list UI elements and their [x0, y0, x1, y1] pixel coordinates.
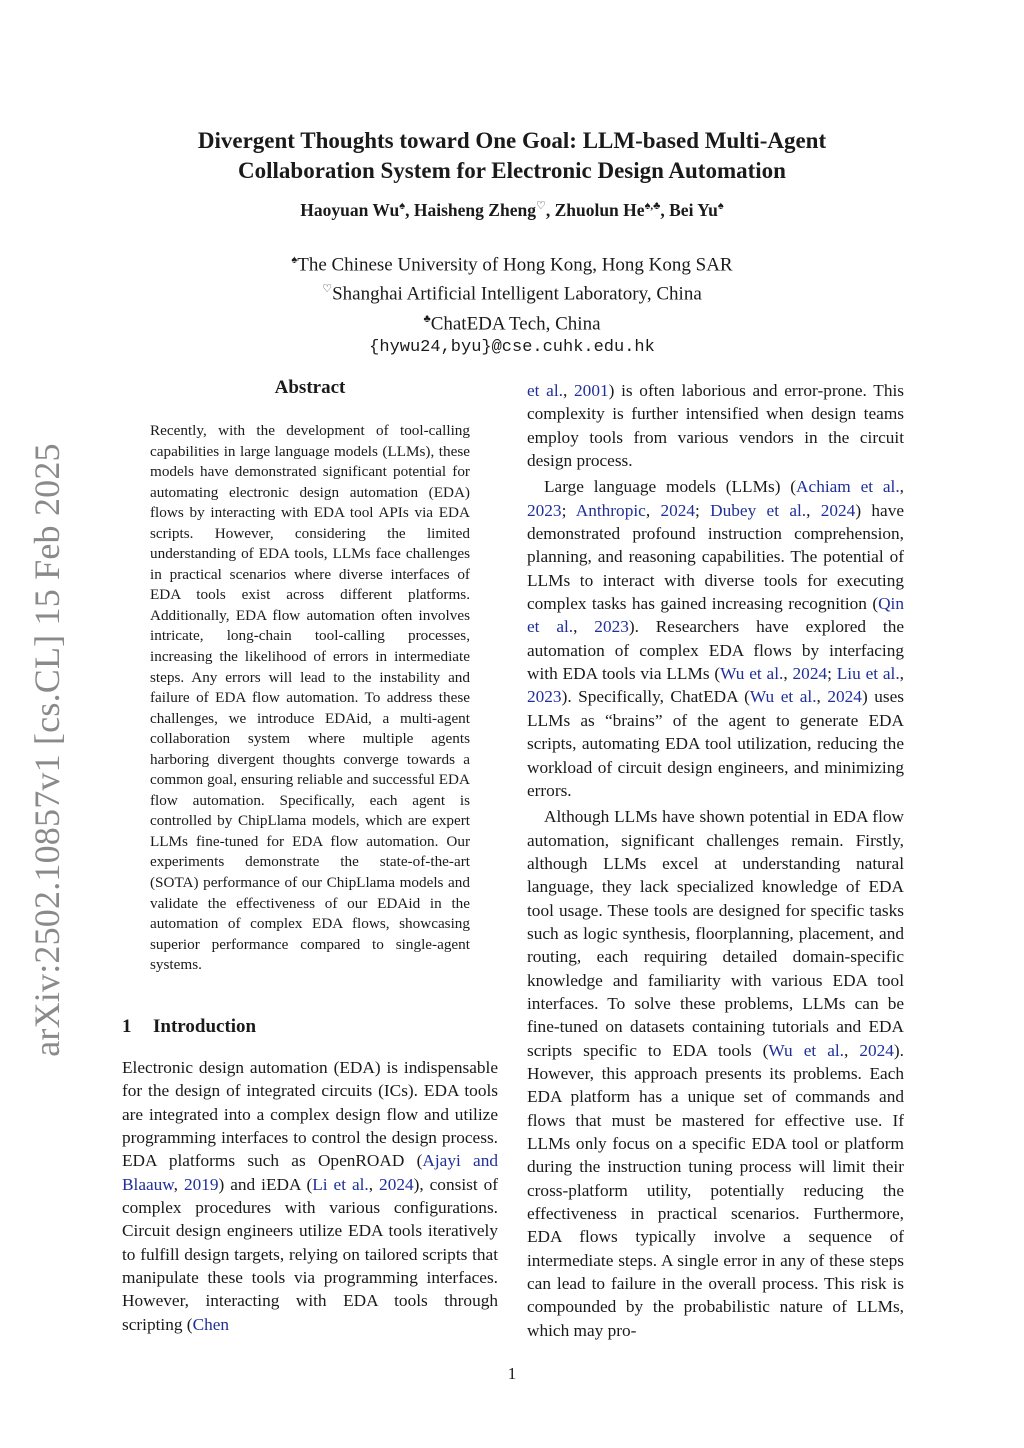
author-mark: ♡ [535, 200, 546, 212]
body-text: ). Specifically, ChatEDA ( [561, 687, 750, 707]
citation-link[interactable]: Wu et al. [749, 687, 817, 707]
body-text: , [573, 617, 595, 637]
abstract-heading: Abstract [274, 377, 346, 398]
page-number: 1 [507, 1364, 517, 1383]
citation-link[interactable]: 2023 [594, 617, 629, 637]
body-text: , [899, 664, 904, 684]
citation-link[interactable]: 2024 [827, 687, 862, 707]
body-text: Although LLMs have shown potential in EDA flow automation, significant challenges remain. Firstly, although LLMs excel at understanding natural language, they lack specialized knowledge of EDA tool usage. These tools are designed for specific tasks such as logic synthesis, floorplanning, placement, and routing, each requiring detailed domain-specific knowledge and familiarity with various EDA tool interfaces. To solve these problems, LLMs can be fine-tuned on datasets containing tutorials and EDA scripts specific to EDA tools ( [527, 807, 904, 1060]
body-text: ; [827, 664, 837, 684]
author-mark: ♠ [717, 200, 724, 212]
affiliation-mark: ♣ [423, 312, 431, 325]
section-title: Introduction [153, 1016, 257, 1037]
author-list: Haoyuan Wu♠, Haisheng Zheng♡, Zhuolun He♠,♣, Bei Yu♠ [300, 199, 724, 220]
body-text: ) and iEDA ( [218, 1174, 313, 1194]
citation-link[interactable]: 2019 [183, 1174, 219, 1194]
body-text: ) uses LLMs as “brains” of the agent to generate EDA scripts, automating EDA tool utilization, reducing the workload of circuit design engineers, and minimizing errors. [527, 687, 904, 800]
citation-link[interactable]: 2024 [792, 664, 828, 684]
body-text: ) have demonstrated profound instruction comprehension, planning, and reasoning capabilities. The potential of LLMs to interact with diverse tools for executing complex tasks has gained increasing recognition ( [527, 500, 905, 614]
citation-link[interactable]: Anthropic [575, 500, 646, 520]
citation-link[interactable]: Achiam et al. [796, 477, 900, 497]
citation-link[interactable]: Chen [192, 1314, 230, 1334]
body-text: , [173, 1174, 184, 1194]
body-text: , [783, 664, 793, 684]
intro-paragraph-3 [527, 805, 904, 1342]
citation-link[interactable]: 2024 [379, 1174, 414, 1194]
contact-email: {hywu24,byu}@cse.cuhk.edu.hk [369, 337, 655, 357]
author-mark: ♠ [399, 200, 406, 212]
citation-link[interactable]: Dubey et al. [710, 500, 807, 520]
citation-link[interactable]: 2023 [527, 687, 562, 707]
affiliation [150, 277, 874, 306]
title-line-2: Collaboration System for Electronic Design Automation [238, 158, 786, 183]
affiliation-text: ChatEDA Tech, China [430, 312, 601, 334]
body-text: ; [561, 500, 576, 520]
body-text: ), consist of complex procedures with various configurations. Circuit design engineers utilize EDA tools iteratively to fulfill design targets, relying on tailored scripts that manipulate these tools via programming interfaces. However, interacting with EDA tools through scripting ( [122, 1174, 498, 1334]
author-name: Bei Yu [669, 199, 718, 220]
citation-link[interactable]: et al. [527, 381, 563, 400]
citation-link[interactable]: 2023 [527, 500, 562, 520]
author-mark: ♠,♣ [644, 200, 661, 212]
citation-link[interactable]: Wu et al. [720, 664, 784, 684]
intro-paragraph-2 [527, 475, 904, 802]
section-number: 1 [122, 1016, 132, 1037]
title-line-1: Divergent Thoughts toward One Goal: LLM-based Multi-Agent [197, 128, 827, 153]
body-text: , [899, 477, 904, 497]
affiliation-mark: ♠ [291, 254, 298, 266]
right-column [527, 379, 904, 1342]
citation-link[interactable]: Li et al. [312, 1174, 369, 1194]
body-text: ; [695, 500, 711, 520]
citation-link[interactable]: Liu et al. [836, 664, 900, 684]
section-heading-introduction [122, 1016, 498, 1038]
body-text: , [562, 381, 575, 400]
body-text: , [806, 500, 821, 520]
citation-link[interactable]: 2024 [660, 500, 696, 520]
body-text: Electronic design automation (EDA) is indispensable for the design of integrated circuits (ICs). EDA tools are integrated into a complex design flow and utilize programming interfaces to control the design process. EDA platforms such as OpenROAD ( [122, 1058, 498, 1171]
author-name: Zhuolun He [554, 199, 645, 220]
citation-link[interactable]: Qin et al. [527, 594, 904, 637]
body-text: Large language models (LLMs) ( [544, 477, 797, 497]
affiliation [150, 248, 874, 277]
arxiv-identifier-stamp [24, 443, 70, 1057]
citation-link[interactable]: Wu et al. [768, 1040, 844, 1060]
body-text: , [816, 687, 828, 707]
author-name: Haoyuan Wu [300, 199, 400, 220]
body-text: , [844, 1040, 860, 1060]
intro-paragraph-1 [122, 1056, 498, 1336]
body-text: , [645, 500, 661, 520]
arxiv-id-text: arXiv:2502.10857v1 [cs.CL] 15 Feb 2025 [27, 443, 67, 1057]
affiliation [150, 307, 874, 336]
citation-link[interactable]: Ajayi and Blaauw [122, 1151, 498, 1194]
author-name: Haisheng Zheng [413, 199, 536, 220]
citation-link[interactable]: 2001 [574, 381, 609, 400]
body-text: ). However, this approach presents its problems. Each EDA platform has a unique set of commands and flows that must be mastered for effective use. If LLMs only focus on a specific EDA tool or platform during the instruction tuning process will limit their cross-platform utility, potentially reducing the effectiveness in practical scenarios. Furthermore, EDA flows typically involve a sequence of intermediate steps. A single error in any of these steps can lead to failure in the overall process. This risk is compounded by the probabilistic nature of LLMs, which may pro- [527, 1040, 904, 1340]
body-text: ) is often laborious and error-prone. This complexity is further intensified when design teams employ tools from various vendors in the circuit design process. [527, 381, 905, 471]
intro-paragraph-continued [527, 379, 904, 472]
affiliation-text: The Chinese University of Hong Kong, Hong Kong SAR [297, 254, 733, 276]
citation-link[interactable]: 2024 [859, 1040, 894, 1060]
affiliation-list [150, 248, 874, 360]
citation-link[interactable]: 2024 [820, 500, 856, 520]
affiliation-text: Shanghai Artificial Intelligent Laboratory, China [332, 283, 702, 305]
affiliation-mark: ♡ [322, 283, 333, 296]
abstract-body: Recently, with the development of tool-calling capabilities in large language models (LLMs), these models have demonstrated significant potential for automating electronic design automation (EDA) flows by interacting with EDA tool APIs via EDA scripts. However, considering the limited understanding of EDA tools, LLMs face challenges in practical scenarios where diverse interfaces of EDA tools exist across different platforms. Additionally, EDA flow automation often involves intricate, long-chain tool-calling processes, increasing the likelihood of errors in intermediate steps. Any errors will lead to the instability and failure of EDA flow automation. To address these challenges, we introduce EDAid, a multi-agent collaboration system where multiple agents harboring divergent thoughts converge towards a common goal, ensuring reliable and successful EDA flow automation. Specifically, each agent is controlled by ChipLlama models, which are expert LLMs fine-tuned for EDA flow automation. Our experiments demonstrate the state-of-the-art (SOTA) performance of our ChipLlama models and validate the effectiveness of our EDAid in the automation of complex EDA flows, showcasing superior performance compared to single-agent systems. [150, 422, 470, 974]
paper-title [150, 126, 874, 186]
body-text: , [368, 1174, 380, 1194]
body-text: ). Researchers have explored the automation of complex EDA flows by interfacing with EDA tools via LLMs ( [527, 617, 905, 684]
